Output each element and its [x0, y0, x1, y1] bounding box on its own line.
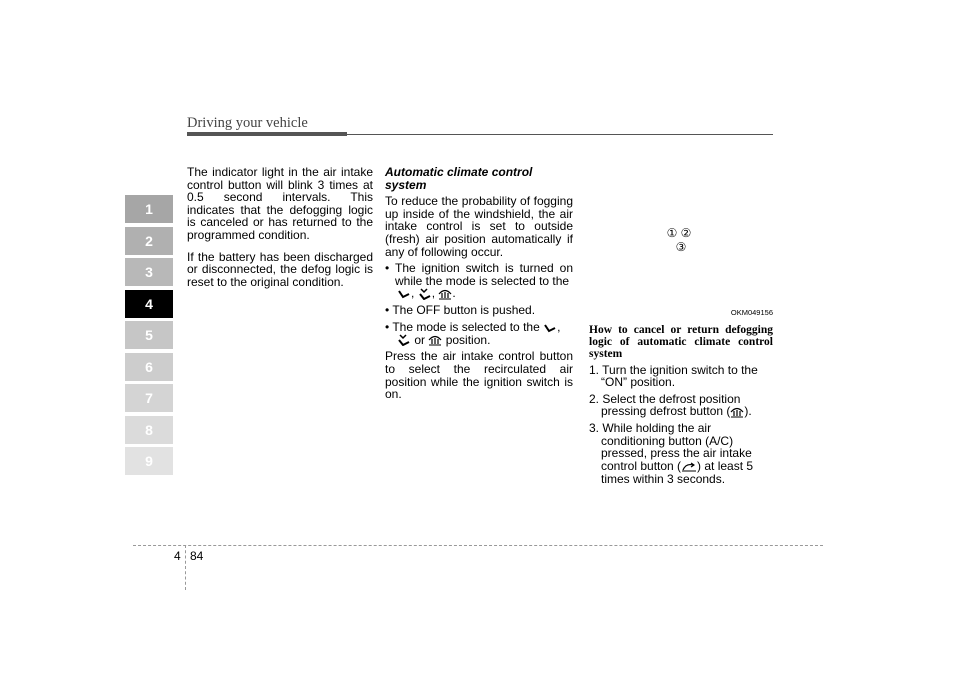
floor-mode-icon [397, 288, 411, 300]
chapter-tab-7[interactable]: 7 [125, 384, 173, 412]
figure-code: OKM049156 [730, 308, 773, 317]
chapter-tab-5[interactable]: 5 [125, 321, 173, 349]
step-2: 2. Select the defrost position pressing defrost button ( ). [589, 391, 752, 419]
section-heading-auto-climate: Automatic climate control system [385, 165, 533, 192]
defrost-icon [730, 406, 744, 418]
chapter-tab-8[interactable]: 8 [125, 416, 173, 444]
chapter-tab-3[interactable]: 3 [125, 258, 173, 286]
chapter-tab-9[interactable]: 9 [125, 447, 173, 475]
paragraph-indicator-light: The indicator light in the air intake control button will blink 3 times at 0.5 second intervals. This indicates that the defogging logic is canceled or has returned to the programmed condition. [187, 165, 373, 242]
paragraph-auto-climate-intro: To reduce the probability of fogging up inside of the windshield, the air intake control is set to outside (fresh) air position automatically if any of following occur. [385, 194, 573, 259]
section-heading-cancel-defog: How to cancel or return defogging logic of automatic climate control system [589, 323, 773, 360]
bullet-mode-text: The mode is selected to the [392, 319, 540, 334]
bullet-off-button-text: The OFF button is pushed. [392, 303, 536, 318]
page-header-title: Driving your vehicle [187, 115, 308, 131]
step-3: 3. While holding the air conditioning button (A/C) pressed, press the air intake control button ( ) at least 5 times within 3 seconds. [589, 421, 754, 486]
header-rule-thin [347, 134, 773, 135]
paragraph-recirculate: Press the air intake control button to select the recirculated air position while the ignition switch is on. [385, 349, 573, 402]
chapter-tabs [125, 195, 173, 479]
bullet-off-button: • The OFF button is pushed. [385, 303, 536, 318]
step-1: 1. Turn the ignition switch to the “ON” position. [589, 362, 758, 390]
bullet-ignition-icons: , , . [395, 287, 573, 300]
floor-defrost-mode-icon [397, 334, 411, 346]
defrost-icon [438, 288, 452, 300]
footer-divider [185, 545, 186, 590]
paragraph-battery: If the battery has been discharged or disconnected, the defog logic is reset to the original condition. [187, 249, 373, 289]
floor-mode-icon [543, 322, 557, 334]
header-rule-thick [187, 132, 347, 136]
column-1 [187, 166, 373, 297]
figure-callouts [589, 226, 773, 254]
footer-page-number: 84 [190, 549, 204, 563]
column-3 [589, 226, 773, 489]
bullet-mode-selected: • The mode is selected to the , or position. [385, 321, 573, 347]
figure-callouts-row-1: ① ② [666, 226, 692, 240]
chapter-tab-1[interactable]: 1 [125, 195, 173, 223]
chapter-tab-6[interactable]: 6 [125, 353, 173, 381]
bullet-ignition: • The ignition switch is turned on while the mode is selected to the , , . [385, 261, 573, 301]
figure-callouts-row-2: ③ [675, 240, 687, 254]
column-2 [385, 166, 573, 410]
bullet-ignition-text: The ignition switch is turned on while the mode is selected to the [394, 261, 573, 288]
floor-defrost-mode-icon [418, 288, 432, 300]
footer-chapter-number: 4 [174, 549, 181, 563]
chapter-tab-4[interactable]: 4 [125, 290, 173, 318]
defrost-icon [428, 334, 442, 346]
chapter-tab-2[interactable]: 2 [125, 227, 173, 255]
bullet-mode-icons: or position. [395, 334, 573, 347]
footer-rule [133, 545, 823, 546]
